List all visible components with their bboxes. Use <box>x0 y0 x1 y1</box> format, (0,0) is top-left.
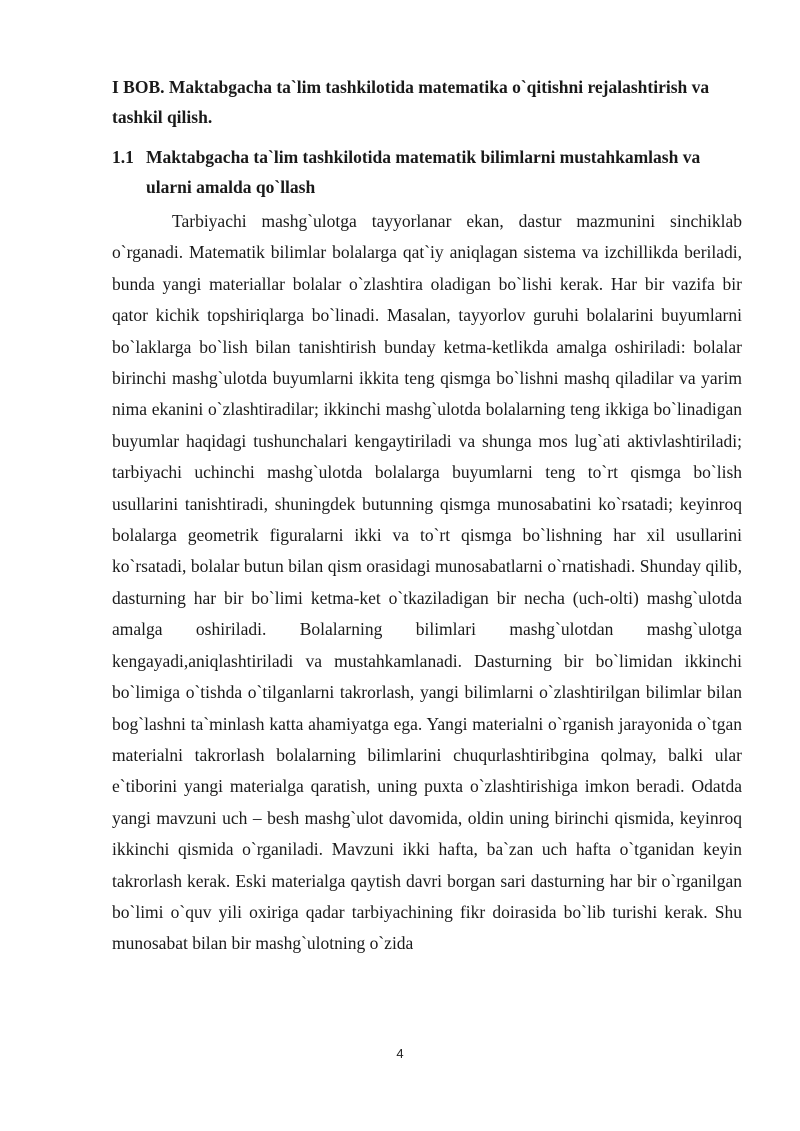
section-heading <box>112 142 742 202</box>
body-paragraph: Tarbiyachi mashg`ulotga tayyorlanar ekan, dastur mazmunini sinchiklab o`rganadi. Matematik bilimlar bolalarga qat`iy aniqlagan sistema va izchillikda beriladi, bunda yangi materiallar bolalar o`zlashtira oladigan bo`lishi kerak. Har bir vazifa bir qator kichik topshiriqlarga bo`linadi. Masalan, tayyorlov guruhi bolalarini buyumlarni bo`laklarga bo`lish bilan tanishtirish bunday ketma-ketlikda amalga oshiriladi: bolalar birinchi mashg`ulotda buyumlarni ikkita teng qismga bo`lishni mashq qiladilar va yarim nima ekanini o`zlashtiradilar; ikkinchi mashg`ulotda bolalarning teng ikkiga bo`linadigan buyumlar haqidagi tushunchalari kengaytiriladi va shunga mos lug`ati aktivlashtiriladi; tarbiyachi uchinchi mashg`ulotda bolalarga buyumlarni teng to`rt qismga bo`lish usullarini tanishtiradi, shuningdek butunning qismga munosabatini ko`rsatadi; keyinroq bolalarga geometrik figuralarni ikki va to`rt qismga bo`lishning har xil usullarini ko`rsatadi, bolalar butun bilan qism orasidagi munosabatlarni o`rnatishadi. Shunday qilib, dasturning har bir bo`limi ketma-ket o`tkaziladigan bir necha (uch-olti) mashg`ulotda amalga oshiriladi. Bolalarning bilimlari mashg`ulotdan mashg`ulotga kengayadi,aniqlashtiriladi va mustahkamlanadi. Dasturning bir bo`limidan ikkinchi bo`limiga o`tishda o`tilganlarni takrorlash, yangi bilimlarni o`zlashtirilgan bilimlar bilan bog`lashni ta`minlash katta ahamiyatga ega. Yangi materialni o`rganish jarayonida o`tgan materialni takrorlash bolalarning bilimlarini chuqurlashtiribgina qolmay, balki ular e`tiborini yangi materialga qaratish, uning puxta o`zlashtirishiga imkon beradi. Odatda yangi mavzuni uch – besh mashg`ulot davomida, oldin uning birinchi qismida, keyinroq ikkinchi qismida o`rganiladi. Mavzuni ikki hafta, ba`zan uch hafta o`tganidan keyin takrorlash kerak. Eski materialga qaytish davri borgan sari dasturning har bir o`rganilgan bo`limi o`quv yili oxiriga qadar tarbiyachining fikr doirasida bo`lib turishi kerak. Shu munosabat bilan bir mashg`ulotning o`zida <box>112 211 742 954</box>
section-number: 1.1 <box>112 147 134 167</box>
page-number: 4 <box>396 1046 404 1061</box>
document-page <box>112 72 742 960</box>
chapter-title: I BOB. Maktabgacha ta`lim tashkilotida matematika o`qitishni rejalashtirish va tashkil qilish. <box>112 77 710 127</box>
section-title: Maktabgacha ta`lim tashkilotida matematik bilimlarni mustahkamlash va ularni amalda qo`llash <box>146 147 701 197</box>
